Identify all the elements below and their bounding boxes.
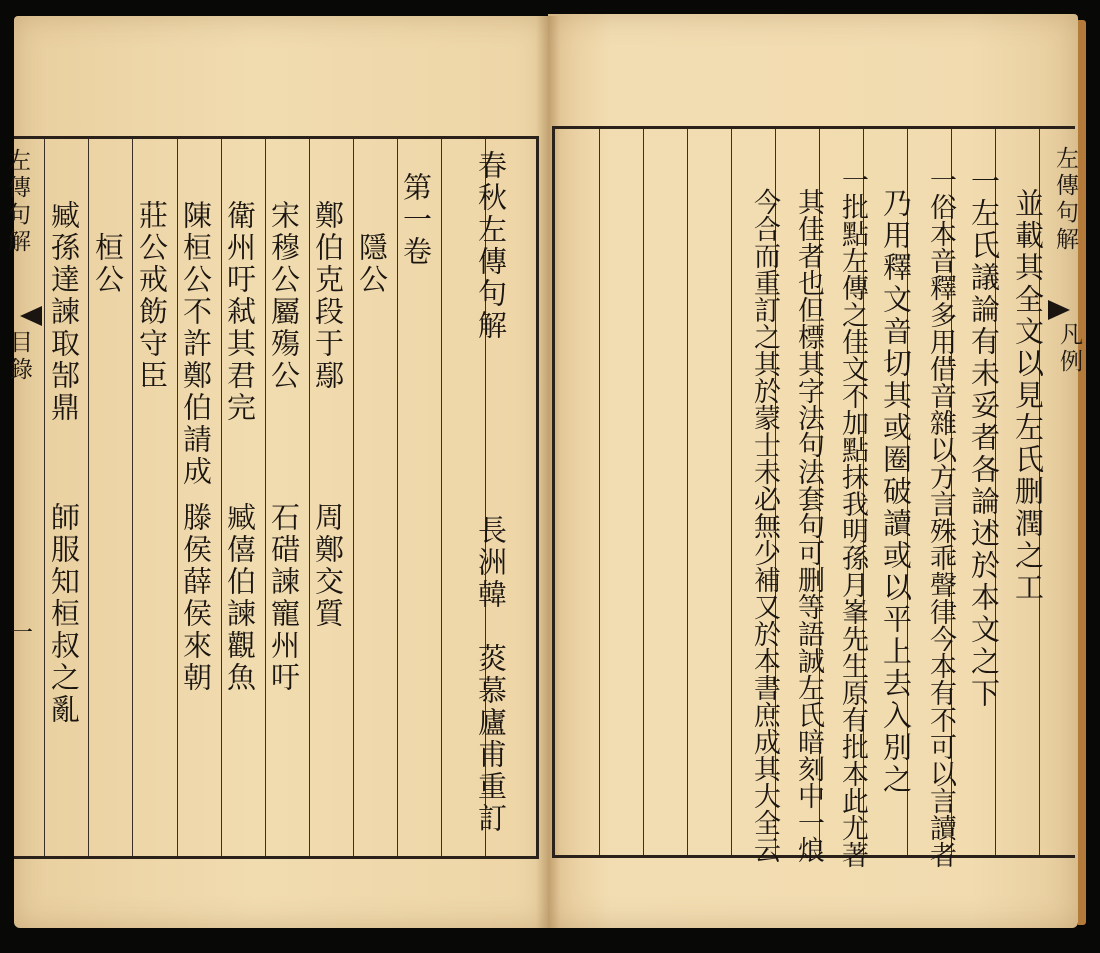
column-rule xyxy=(44,139,45,856)
toc-entry: 石碏諫寵州吁 xyxy=(267,502,301,694)
toc-entry: 滕侯薛侯來朝 xyxy=(179,502,213,694)
right-margin-title: 左傳句解 xyxy=(1052,146,1078,254)
fanli-line: 今合而重訂之其於蒙士未必無少補又於本書庶成其大全云 xyxy=(749,188,780,863)
fanli-line: 乃用釋文音切其或圈破讀或以平上去入別之 xyxy=(879,188,913,796)
left-margin-section: 目錄 xyxy=(6,330,32,384)
right-margin-section: 凡例 xyxy=(1056,322,1082,376)
column-rule xyxy=(441,139,442,856)
author-credit: 長洲韓 菼慕廬甫重訂 xyxy=(474,515,508,835)
fanli-line: 一左氏議論有未妥者各論述於本文之下 xyxy=(967,166,1001,710)
toc-entry: 莊公戒飭守臣 xyxy=(135,200,169,392)
toc-entry: 周鄭交質 xyxy=(311,502,345,630)
book-title: 春秋左傳句解 xyxy=(474,150,508,342)
column-rule xyxy=(643,129,644,855)
fanli-line: 一批點左傳之佳文不加點抹我明孫月峯先生原有批本此尤著 xyxy=(837,166,868,868)
column-rule xyxy=(397,139,398,856)
fishtail-mark-icon xyxy=(20,306,42,326)
column-rule xyxy=(221,139,222,856)
column-rule xyxy=(88,139,89,856)
column-rule xyxy=(353,139,354,856)
column-rule xyxy=(265,139,266,856)
toc-entry: 宋穆公屬殤公 xyxy=(267,200,301,392)
column-rule xyxy=(599,129,600,855)
toc-entry: 衛州吁弒其君完 xyxy=(223,200,257,424)
column-rule xyxy=(309,139,310,856)
duke-heading: 隱公 xyxy=(355,232,389,296)
toc-entry: 鄭伯克段于鄢 xyxy=(311,200,345,392)
fanli-line: 其佳者也但標其字法句法套句可删等語誠左氏暗刻中一烺 xyxy=(793,188,824,863)
left-margin-title: 左傳句解 xyxy=(4,148,30,256)
column-rule xyxy=(687,129,688,855)
column-rule xyxy=(132,139,133,856)
toc-entry: 臧僖伯諫觀魚 xyxy=(223,502,257,694)
toc-entry: 師服知桓叔之亂 xyxy=(47,502,81,726)
toc-entry: 陳桓公不許鄭伯請成 xyxy=(179,200,213,488)
toc-entry: 桓公 xyxy=(91,232,125,296)
chapter-heading: 第一卷 xyxy=(399,172,433,268)
left-page-number: 一 xyxy=(6,620,32,647)
fanli-line: 並載其全文以見左氏删潤之工 xyxy=(1011,188,1045,604)
fanli-line: 一俗本音釋多用借音雜以方言殊乖聲律今本有不可以言讀者 xyxy=(925,166,956,868)
toc-entry: 臧孫達諫取郜鼎 xyxy=(47,200,81,424)
column-rule xyxy=(731,129,732,855)
column-rule xyxy=(177,139,178,856)
fishtail-mark-icon xyxy=(1048,300,1070,320)
